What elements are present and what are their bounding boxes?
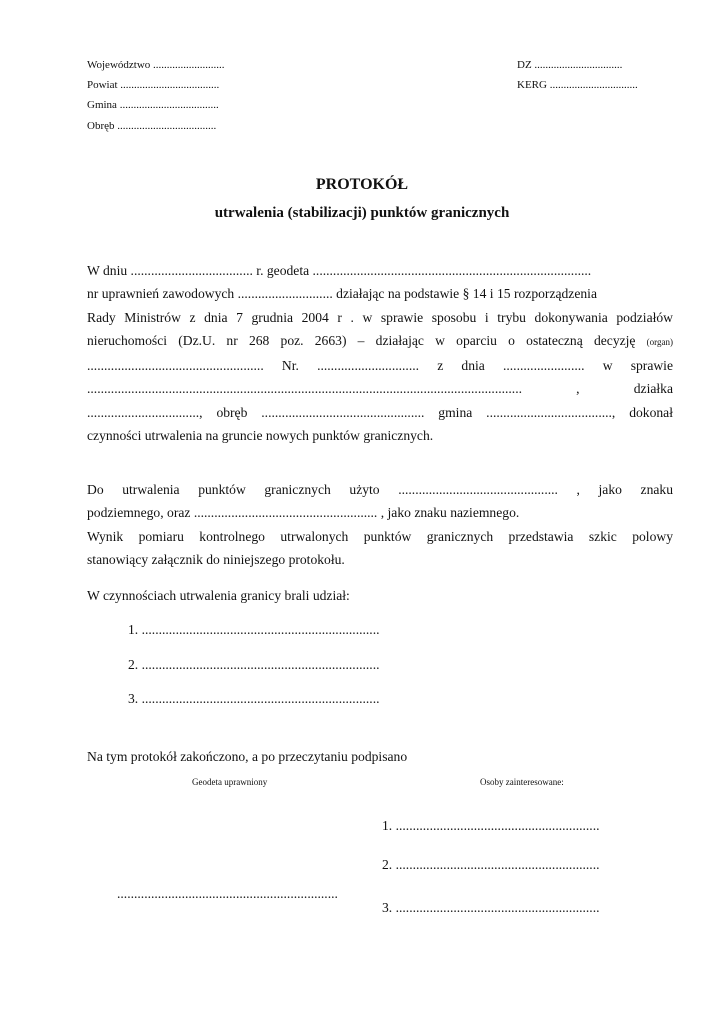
field-wojewodztwo: Województwo ..........................	[87, 59, 225, 71]
intro-line-4-text: nieruchomości (Dz.U. nr 268 poz. 2663) – działając w oparciu o ostateczną decyzję	[87, 332, 636, 348]
participant-2: 2. ......................................................................	[128, 657, 380, 672]
intro-line-4	[87, 329, 673, 354]
closing-text: Na tym protokół zakończono, a po przeczytaniu podpisano	[87, 749, 408, 764]
field-gmina: Gmina ....................................	[87, 99, 219, 111]
intro-line-2: nr uprawnień zawodowych ............................ działając na podstawie § 14 i 15 rozporządzenia	[87, 286, 597, 302]
signature-line-2: 2. ............................................................	[382, 857, 600, 872]
field-obreb: Obręb ....................................	[87, 120, 217, 132]
signature-line-1: 1. ............................................................	[382, 818, 600, 833]
field-kerg: KERG ................................	[517, 79, 638, 91]
geodeta-signature-line: .................................................................	[117, 886, 338, 901]
participant-1: 1. ......................................................................	[128, 622, 380, 637]
stab-line-4: stanowiący załącznik do niniejszego protokołu.	[87, 551, 345, 567]
stab-line-1: Do utrwalenia punktów granicznych użyto ............................................... , jako znaku	[87, 482, 673, 497]
intro-line-6: ................................................................................................................................ , działka	[87, 381, 673, 397]
document-title: PROTOKÓŁ	[315, 176, 409, 193]
osoby-label: Osoby zainteresowane:	[480, 777, 564, 787]
stab-line-3: Wynik pomiaru kontrolnego utrwalonych punktów granicznych przedstawia szkic polowy	[87, 528, 673, 544]
organ-note: (organ)	[646, 336, 673, 347]
signature-line-3: 3. ............................................................	[382, 900, 600, 915]
paragraph-stabilization	[87, 478, 673, 571]
field-dz: DZ ................................	[517, 59, 623, 71]
participant-3: 3. ......................................................................	[128, 691, 380, 706]
document-subtitle: utrwalenia (stabilizacji) punktów granicznych	[214, 205, 510, 221]
intro-line-8: czynności utrwalenia na gruncie nowych punktów granicznych.	[87, 428, 434, 444]
intro-line-5: .................................................... Nr. .............................. z dnia ........................ w sprawie	[87, 358, 673, 374]
geodeta-label: Geodeta uprawniony	[192, 777, 268, 787]
participants-label: W czynnościach utrwalenia granicy brali udział:	[87, 588, 350, 603]
intro-line-7: ................................., obręb ................................................ gmina ....................................., dokonał	[87, 404, 673, 420]
intro-line-1: W dniu .................................... r. geodeta ..................................................................................	[87, 263, 592, 278]
intro-line-3: Rady Ministrów z dnia 7 grudnia 2004 r . w sprawie sposobu i trybu dokonywania podziałów	[87, 309, 673, 325]
paragraph-intro	[87, 259, 673, 447]
stab-line-2: podziemnego, oraz ...................................................... , jako znaku naziemnego.	[87, 505, 520, 521]
field-powiat: Powiat ....................................	[87, 79, 220, 91]
